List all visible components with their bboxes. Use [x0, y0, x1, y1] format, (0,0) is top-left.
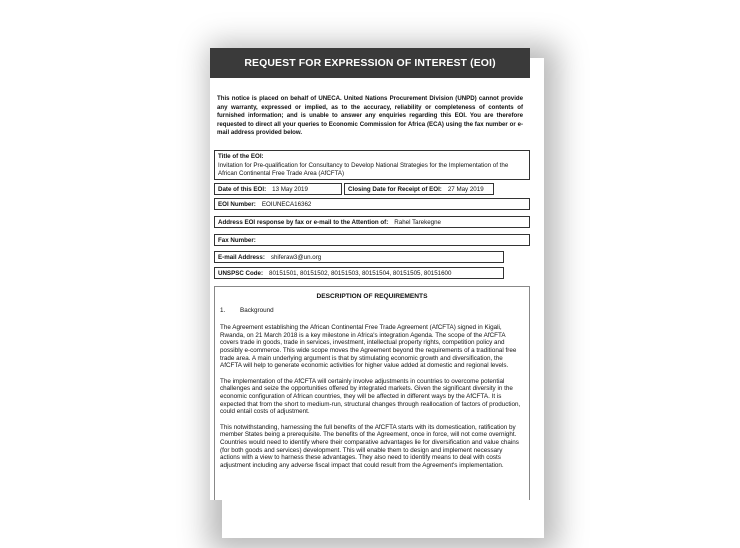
- unspsc-box: [214, 267, 504, 279]
- document-page: [210, 48, 530, 500]
- email-label: E-mail Address:: [218, 254, 265, 261]
- eoi-title-value: Invitation for Pre-qualification for Consultancy to Develop National Strategies for the Implementation of the African Continental Free Trade Area (AfCFTA): [218, 162, 509, 177]
- notice-text: This notice is placed on behalf of UNECA. United Nations Procurement Division (UNPD) cannot provide any warranty, expressed or implied, as to the accuracy, reliability or completeness of contents of furnished information; and is unable to answer any enquiries regarding this EOI. You are therefore requested to direct all your queries to Economic Commission for Africa (ECA) using the fax number or e-mail address provided below.: [217, 95, 523, 136]
- closing-date-label: Closing Date for Receipt of EOI:: [348, 186, 442, 193]
- eoi-date-box: [214, 183, 342, 195]
- email-box: [214, 251, 504, 263]
- address-value: Rahel Tarekegne: [394, 219, 441, 226]
- fax-label: Fax Number:: [218, 237, 256, 244]
- closing-date-box: [344, 183, 494, 195]
- section-number: 1.: [220, 306, 226, 314]
- description-section: [214, 286, 530, 500]
- address-box: [214, 216, 530, 228]
- paragraph: The Agreement establishing the African Continental Free Trade Agreement (AfCFTA) signed in Kigali, Rwanda, on 21 March 2018 is a key milestone in Africa's integration Agenda. The scope of the AfCFTA covers trade in goods, trade in services, investment, intellectual property rights, competition policy and possibly e-commerce. This wide scope moves the Agreement beyond the requirements of a traditional free trade area. A main underlying argument is that by stimulating economic growth and diversification, the AfCFTA will help to generate economic activities for higher value added at domestic and regional levels.: [220, 324, 517, 370]
- eoi-title-label: Title of the EOI:: [218, 153, 264, 160]
- section-title: Background: [240, 306, 274, 314]
- eoi-number-box: [214, 198, 530, 210]
- paragraph: This notwithstanding, harnessing the full benefits of the AfCFTA starts with its domestication, ratification by member States being a prerequisite. The benefits of the Agreement, once in force, will not come overnight. Countries would need to identify where their comparative advantages lie for diversification and value chains (for both goods and services) development. This will enable them to design and implement necessary actions with a view to harness these advantages. They also need to identify means to deal with costs adjustment including any adverse fiscal impact that could result from the Agreement's implementation.: [220, 423, 519, 469]
- eoi-number-label: EOI Number:: [218, 201, 256, 208]
- unspsc-value: 80151501, 80151502, 80151503, 80151504, 80151505, 80151600: [269, 270, 452, 277]
- closing-date-value: 27 May 2019: [447, 186, 484, 193]
- address-label: Address EOI response by fax or e-mail to the Attention of:: [218, 219, 389, 226]
- email-value: shiferaw3@un.org: [270, 254, 322, 261]
- eoi-number-value: EOIUNECA16362: [261, 201, 312, 208]
- eoi-date-label: Date of this EOI:: [218, 186, 267, 193]
- fax-box: [214, 234, 530, 246]
- eoi-title-box: [214, 150, 530, 180]
- eoi-date-value: 13 May 2019: [272, 186, 308, 193]
- page-title: REQUEST FOR EXPRESSION OF INTEREST (EOI): [210, 48, 530, 78]
- section-heading: [220, 307, 524, 315]
- unspsc-label: UNSPSC Code:: [218, 270, 264, 277]
- description-heading: DESCRIPTION OF REQUIREMENTS: [316, 293, 428, 300]
- paragraph: The implementation of the AfCFTA will certainly involve adjustments in countries to overcome potential challenges and seize the opportunities offered by integrated markets. Given the significant diversity in the economic configuration of African countries, they will be affected in different ways by the AfCFTA. It is expected that from the short to medium-run, structural changes through reallocation of factors of production, could entail costs of adjustment.: [220, 377, 521, 416]
